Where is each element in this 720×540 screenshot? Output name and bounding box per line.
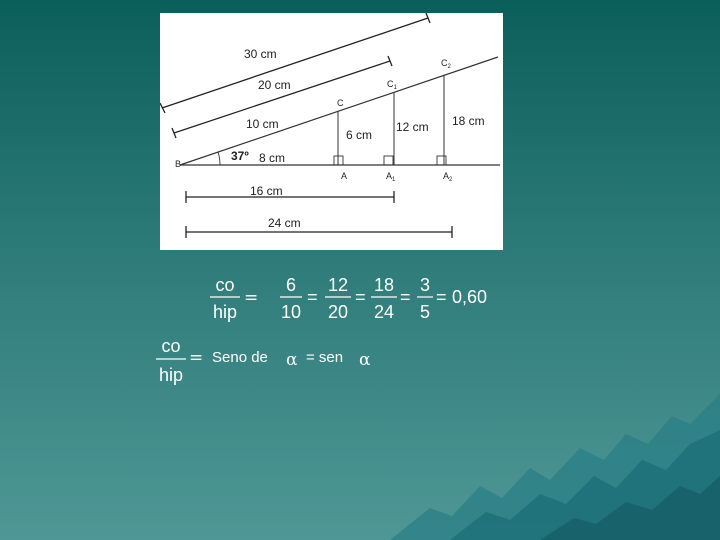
eq1-frac3-den: 24 (373, 302, 395, 322)
eq1-frac3-num: 18 (373, 275, 395, 295)
eq1-frac4-den: 5 (419, 302, 431, 322)
eq2-lhs-denominator: hip (158, 365, 184, 385)
point-a2: $A_2$ (443, 171, 453, 183)
label-20cm: 20 cm (258, 78, 291, 92)
eq2-equals-sign: = (189, 348, 204, 368)
point-c: C (337, 98, 344, 108)
point-a1: $A_1$ (386, 171, 396, 183)
eq1-frac1-den: 10 (280, 302, 302, 322)
eq1-eq-d: = (436, 287, 447, 307)
point-c1: $C_1$ (387, 79, 397, 91)
point-b: B (175, 159, 182, 169)
eq2-alpha-2: α (359, 350, 371, 370)
label-6cm: 6 cm (346, 128, 373, 142)
eq1-lhs-numerator: co (215, 275, 235, 295)
eq1-result: 0,60 (452, 287, 488, 307)
equation-1 (210, 275, 487, 322)
eq1-frac2-num: 12 (327, 275, 349, 295)
eq1-lhs-denominator: hip (212, 302, 238, 322)
eq2-seno-de: Seno de (212, 349, 268, 366)
eq1-eq-b: = (355, 287, 366, 307)
eq1-frac4-num: 3 (419, 275, 431, 295)
eq1-eq-a: = (307, 287, 318, 307)
eq2-lhs-numerator: co (161, 336, 181, 356)
point-a: A (341, 171, 348, 181)
eq1-eq-c: = (400, 287, 411, 307)
equation-2 (156, 336, 371, 385)
eq2-alpha: α (286, 350, 298, 370)
label-30cm: 30 cm (244, 47, 277, 61)
label-8cm: 8 cm (259, 151, 286, 165)
eq1-equals-sign: = (244, 288, 259, 308)
label-12cm: 12 cm (396, 120, 429, 134)
eq1-frac2-den: 20 (327, 302, 349, 322)
label-18cm: 18 cm (452, 114, 485, 128)
point-c2: $C_2$ (441, 58, 451, 70)
label-24cm: 24 cm (268, 216, 301, 230)
label-16cm: 16 cm (250, 184, 283, 198)
angle-label: 37º (231, 149, 249, 163)
label-10cm: 10 cm (246, 117, 279, 131)
eq2-sen: = sen (306, 349, 344, 366)
eq1-frac1-num: 6 (285, 275, 297, 295)
